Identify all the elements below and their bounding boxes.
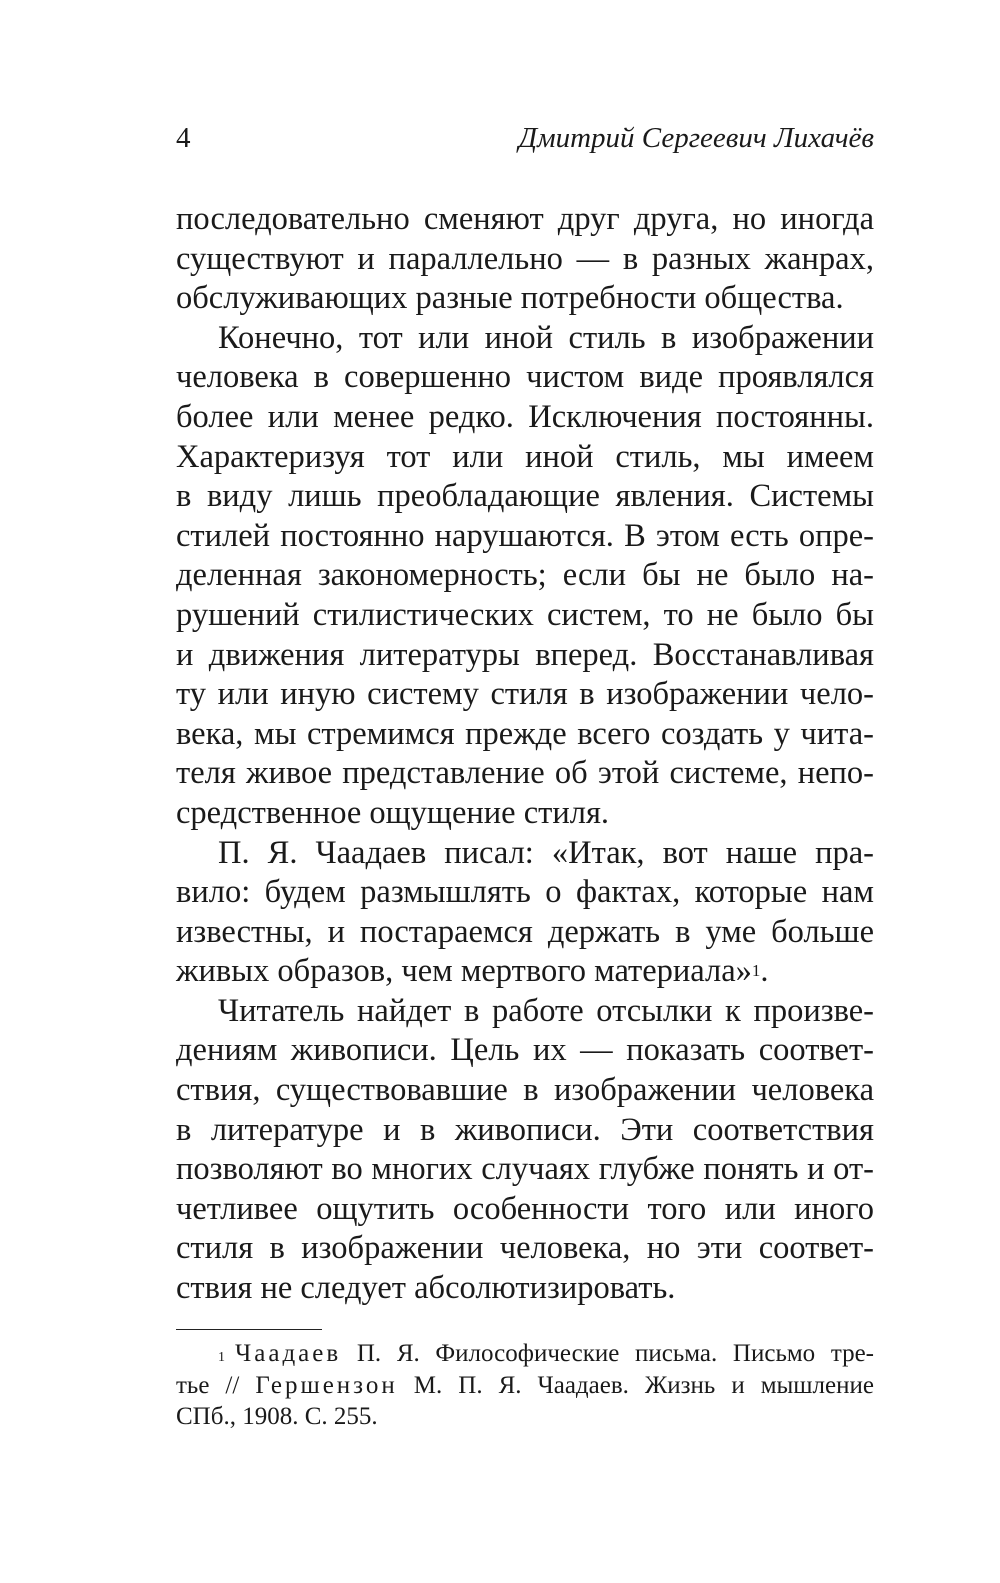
footnote-line xyxy=(176,1338,874,1370)
page-header xyxy=(176,122,874,162)
text-line: обслуживающих разные потребности общества. xyxy=(176,280,844,317)
text-fragment: живых образов, чем мертвого материала» xyxy=(176,953,752,990)
text-line: П. Я. Чаадаев писал: «Итак, вот наше пра- xyxy=(218,834,874,871)
text-line: вило: будем размышлять о фактах, которые нам xyxy=(176,874,874,911)
text-line: Читатель найдет в работе отсылки к произве- xyxy=(218,992,874,1029)
footnote-text: М. П. Я. Чаадаев. Жизнь и мышление xyxy=(413,1371,874,1399)
text-line: ствия не следует абсолютизировать. xyxy=(176,1270,676,1307)
text-line: Характеризуя тот или иной стиль, мы имеем xyxy=(176,438,874,475)
text-line: человека в совершенно чистом виде проявлялся xyxy=(176,359,874,396)
text-line: ствия, существовавшие в изображении человека xyxy=(176,1072,874,1109)
footnote-author: Гершензон xyxy=(255,1371,398,1399)
paragraph-1 xyxy=(176,200,874,319)
paragraph-3 xyxy=(176,834,874,992)
page-number: 4 xyxy=(176,122,191,154)
footnote-mark: 1 xyxy=(218,1350,225,1365)
text-line-with-footnote xyxy=(176,952,874,992)
text-line: в литературе и в живописи. Эти соответствия xyxy=(176,1111,874,1148)
footnote-text: тье // xyxy=(176,1371,240,1399)
text-line: и движения литературы вперед. Восстанавливая xyxy=(176,636,874,673)
footnote-divider xyxy=(176,1329,322,1330)
running-head: Дмитрий Сергеевич Лихачёв xyxy=(518,122,874,154)
text-line: Конечно, тот или иной стиль в изображении xyxy=(218,319,874,356)
paragraph-4 xyxy=(176,992,874,1309)
text-line: позволяют во многих случаях глубже понять и от- xyxy=(176,1151,874,1188)
paragraph-2 xyxy=(176,319,874,834)
text-line: дениям живописи. Цель их — показать соответ- xyxy=(176,1032,874,1069)
text-line: теля живое представление об этой системе, непо- xyxy=(176,755,874,792)
text-line: века, мы стремимся прежде всего создать у чита- xyxy=(176,715,874,752)
footnote-line: СПб., 1908. С. 255. xyxy=(176,1403,378,1430)
footnote-text: П. Я. Философические письма. Письмо тре- xyxy=(356,1340,875,1367)
text-line: деленная закономерность; если бы не было на- xyxy=(176,557,874,594)
text-line: последовательно сменяют друг друга, но иногда xyxy=(176,201,874,237)
text-line: существуют и параллельно — в разных жанрах, xyxy=(176,240,874,277)
footnote-line xyxy=(176,1370,874,1402)
body-text xyxy=(176,200,874,1309)
text-line: средственное ощущение стиля. xyxy=(176,794,610,831)
text-line: ту или иную систему стиля в изображении чело- xyxy=(176,676,874,713)
text-line: стилей постоянно нарушаются. В этом есть опре- xyxy=(176,517,874,554)
footnote xyxy=(176,1338,874,1433)
text-line: рушений стилистических систем, то не было бы xyxy=(176,596,874,633)
text-line: стиля в изображении человека, но эти соответ- xyxy=(176,1230,874,1267)
footnote-author: Чаадаев xyxy=(235,1340,342,1367)
text-fragment: . xyxy=(760,953,769,990)
text-line: четливее ощутить особенности того или иного xyxy=(176,1190,874,1227)
text-line: более или менее редко. Исключения постоянны. xyxy=(176,398,874,435)
text-line: в виду лишь преобладающие явления. Системы xyxy=(176,478,874,515)
footnote-reference[interactable]: 1 xyxy=(751,961,761,981)
text-line: известны, и постараемся держать в уме больше xyxy=(176,913,874,950)
